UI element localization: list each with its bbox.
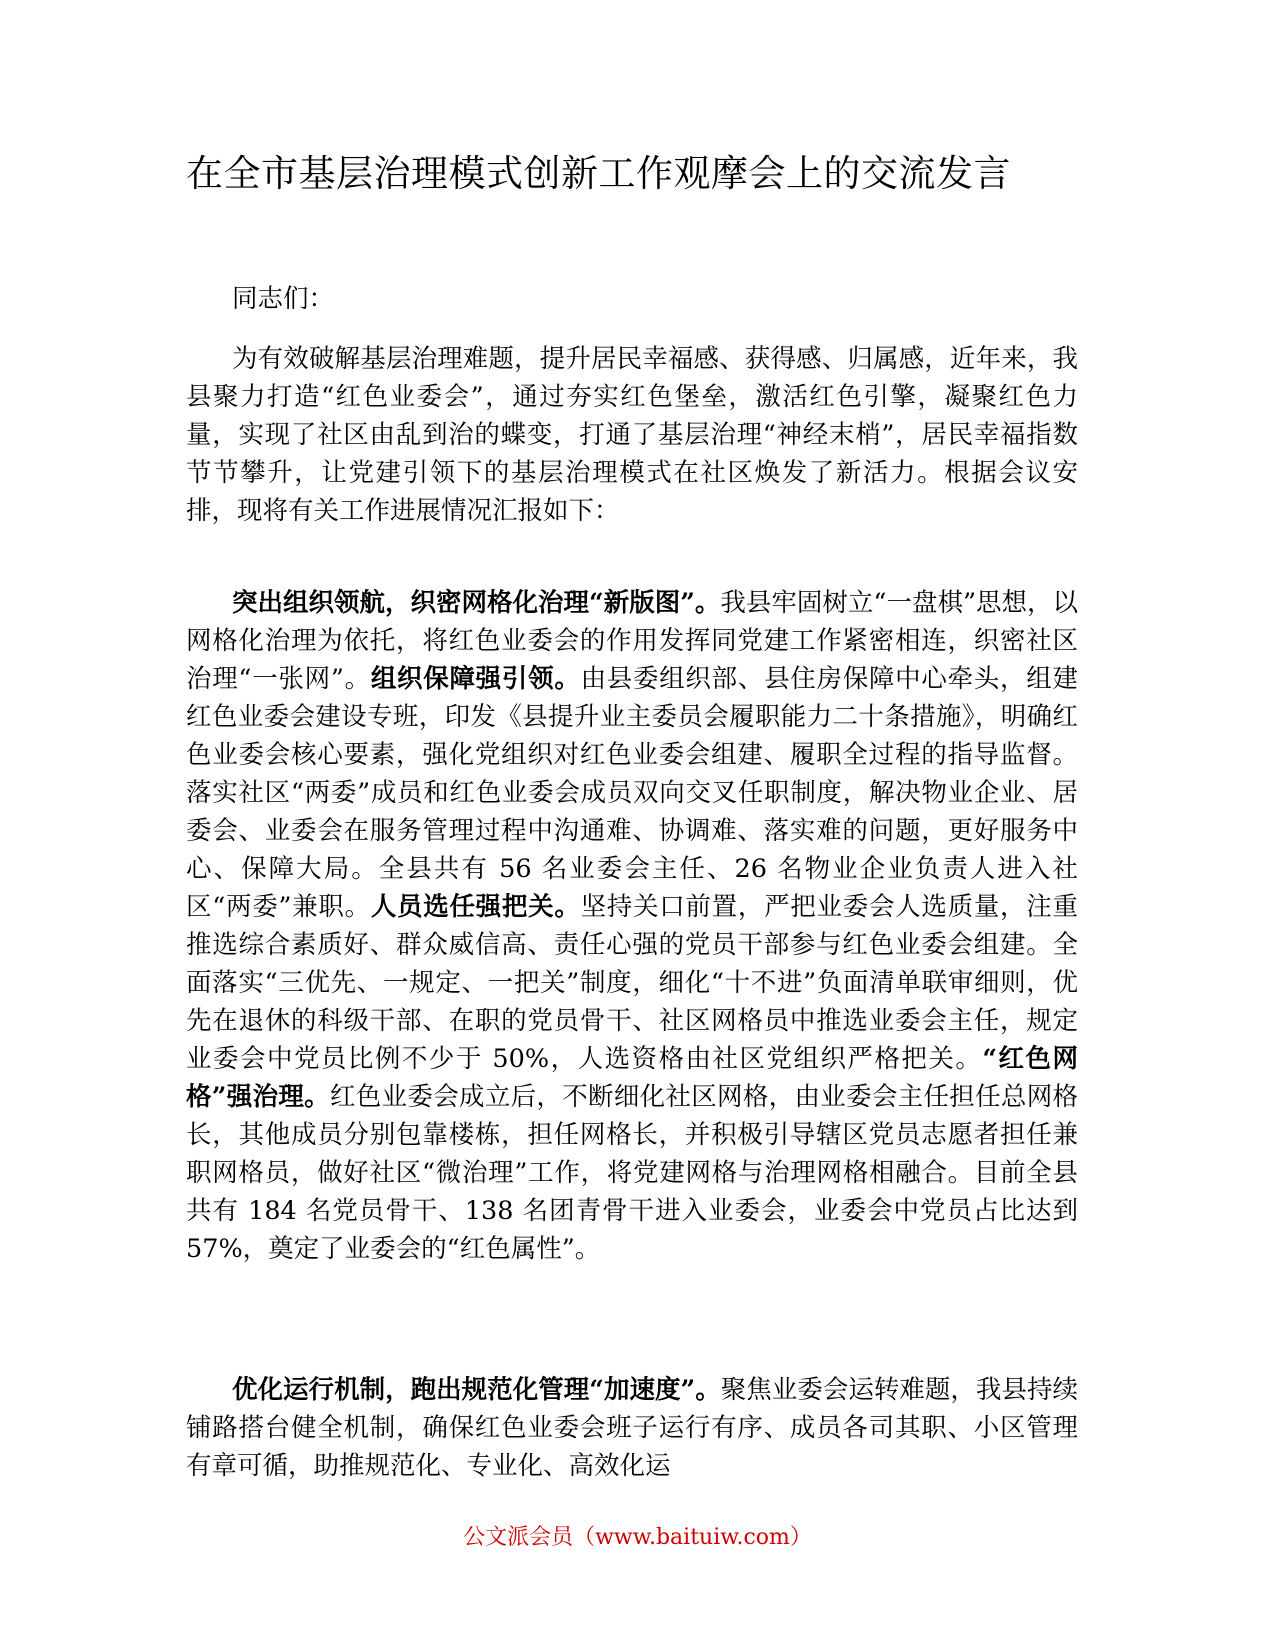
subheading-organization-guarantee: 组织保障强引领。 xyxy=(370,664,581,694)
section-heading-organization: 突出组织领航，织密网格化治理“新版图”。 xyxy=(232,588,721,618)
subheading-personnel-selection: 人员选任强把关。 xyxy=(370,892,581,922)
salutation: 同志们： xyxy=(232,284,335,314)
paragraph-text: 我县牢固树立“一盘棋”思想，以网格化治理为依托，将红色业委会的作用发挥同党建工作紧密相连，织密社区治理“一张网”。 xyxy=(186,588,1078,694)
paragraph-intro: 为有效破解基层治理难题，提升居民幸福感、获得感、归属感，近年来，我县聚力打造“红色业委会”，通过夯实红色堡垒，激活红色引擎，凝聚红色力量，实现了社区由乱到治的蝶变，打通了基层治理“神经末梢”，居民幸福指数节节攀升，让党建引领下的基层治理模式在社区焕发了新活力。根据会议安排，现将有关工作进展情况汇报如下： xyxy=(186,344,1078,526)
paragraph-organization xyxy=(186,584,1078,1268)
paragraph-text: 红色业委会成立后，不断细化社区网格，由业委会主任担任总网格长，其他成员分别包靠楼栋，担任网格长，并积极引导辖区党员志愿者担任兼职网格员，做好社区“微治理”工作，将党建网格与治理网格相融合。目前全县共有 184 名党员骨干、138 名团青骨干进入业委会，业委会中党员占比达到 57%，奠定了业委会的“红色属性”。 xyxy=(186,1082,1078,1264)
subheading-red-grid: “红色网格”强治理。 xyxy=(186,1044,1078,1112)
document-title: 在全市基层治理模式创新工作观摩会上的交流发言 xyxy=(186,152,1011,195)
footer-watermark: 公文派会员（www.baituiw.com） xyxy=(463,1525,812,1550)
section-heading-mechanism: 优化运行机制，跑出规范化管理“加速度”。 xyxy=(232,1375,721,1405)
paragraph-text: 坚持关口前置，严把业委会人选质量，注重推选综合素质好、群众威信高、责任心强的党员干部参与红色业委会组建。全面落实“三优先、一规定、一把关”制度，细化“十不进”负面清单联审细则，优先在退休的科级干部、在职的党员骨干、社区网格员中推选业委会主任，规定业委会中党员比例不少于 50%，人选资格由社区党组织严格把关。 xyxy=(186,892,1078,1074)
paragraph-text: 由县委组织部、县住房保障中心牵头，组建红色业委会建设专班，印发《县提升业主委员会履职能力二十条措施》，明确红色业委会核心要素，强化党组织对红色业委会组建、履职全过程的指导监督。落实社区“两委”成员和红色业委会成员双向交叉任职制度，解决物业企业、居委会、业委会在服务管理过程中沟通难、协调难、落实难的问题，更好服务中心、保障大局。全县共有 56 名业委会主任、26 名物业企业负责人进入社区“两委”兼职。 xyxy=(186,664,1078,922)
paragraph-mechanism xyxy=(186,1371,1078,1485)
paragraph-text: 聚焦业委会运转难题，我县持续铺路搭台健全机制，确保红色业委会班子运行有序、成员各司其职、小区管理有章可循，助推规范化、专业化、高效化运 xyxy=(186,1375,1078,1481)
